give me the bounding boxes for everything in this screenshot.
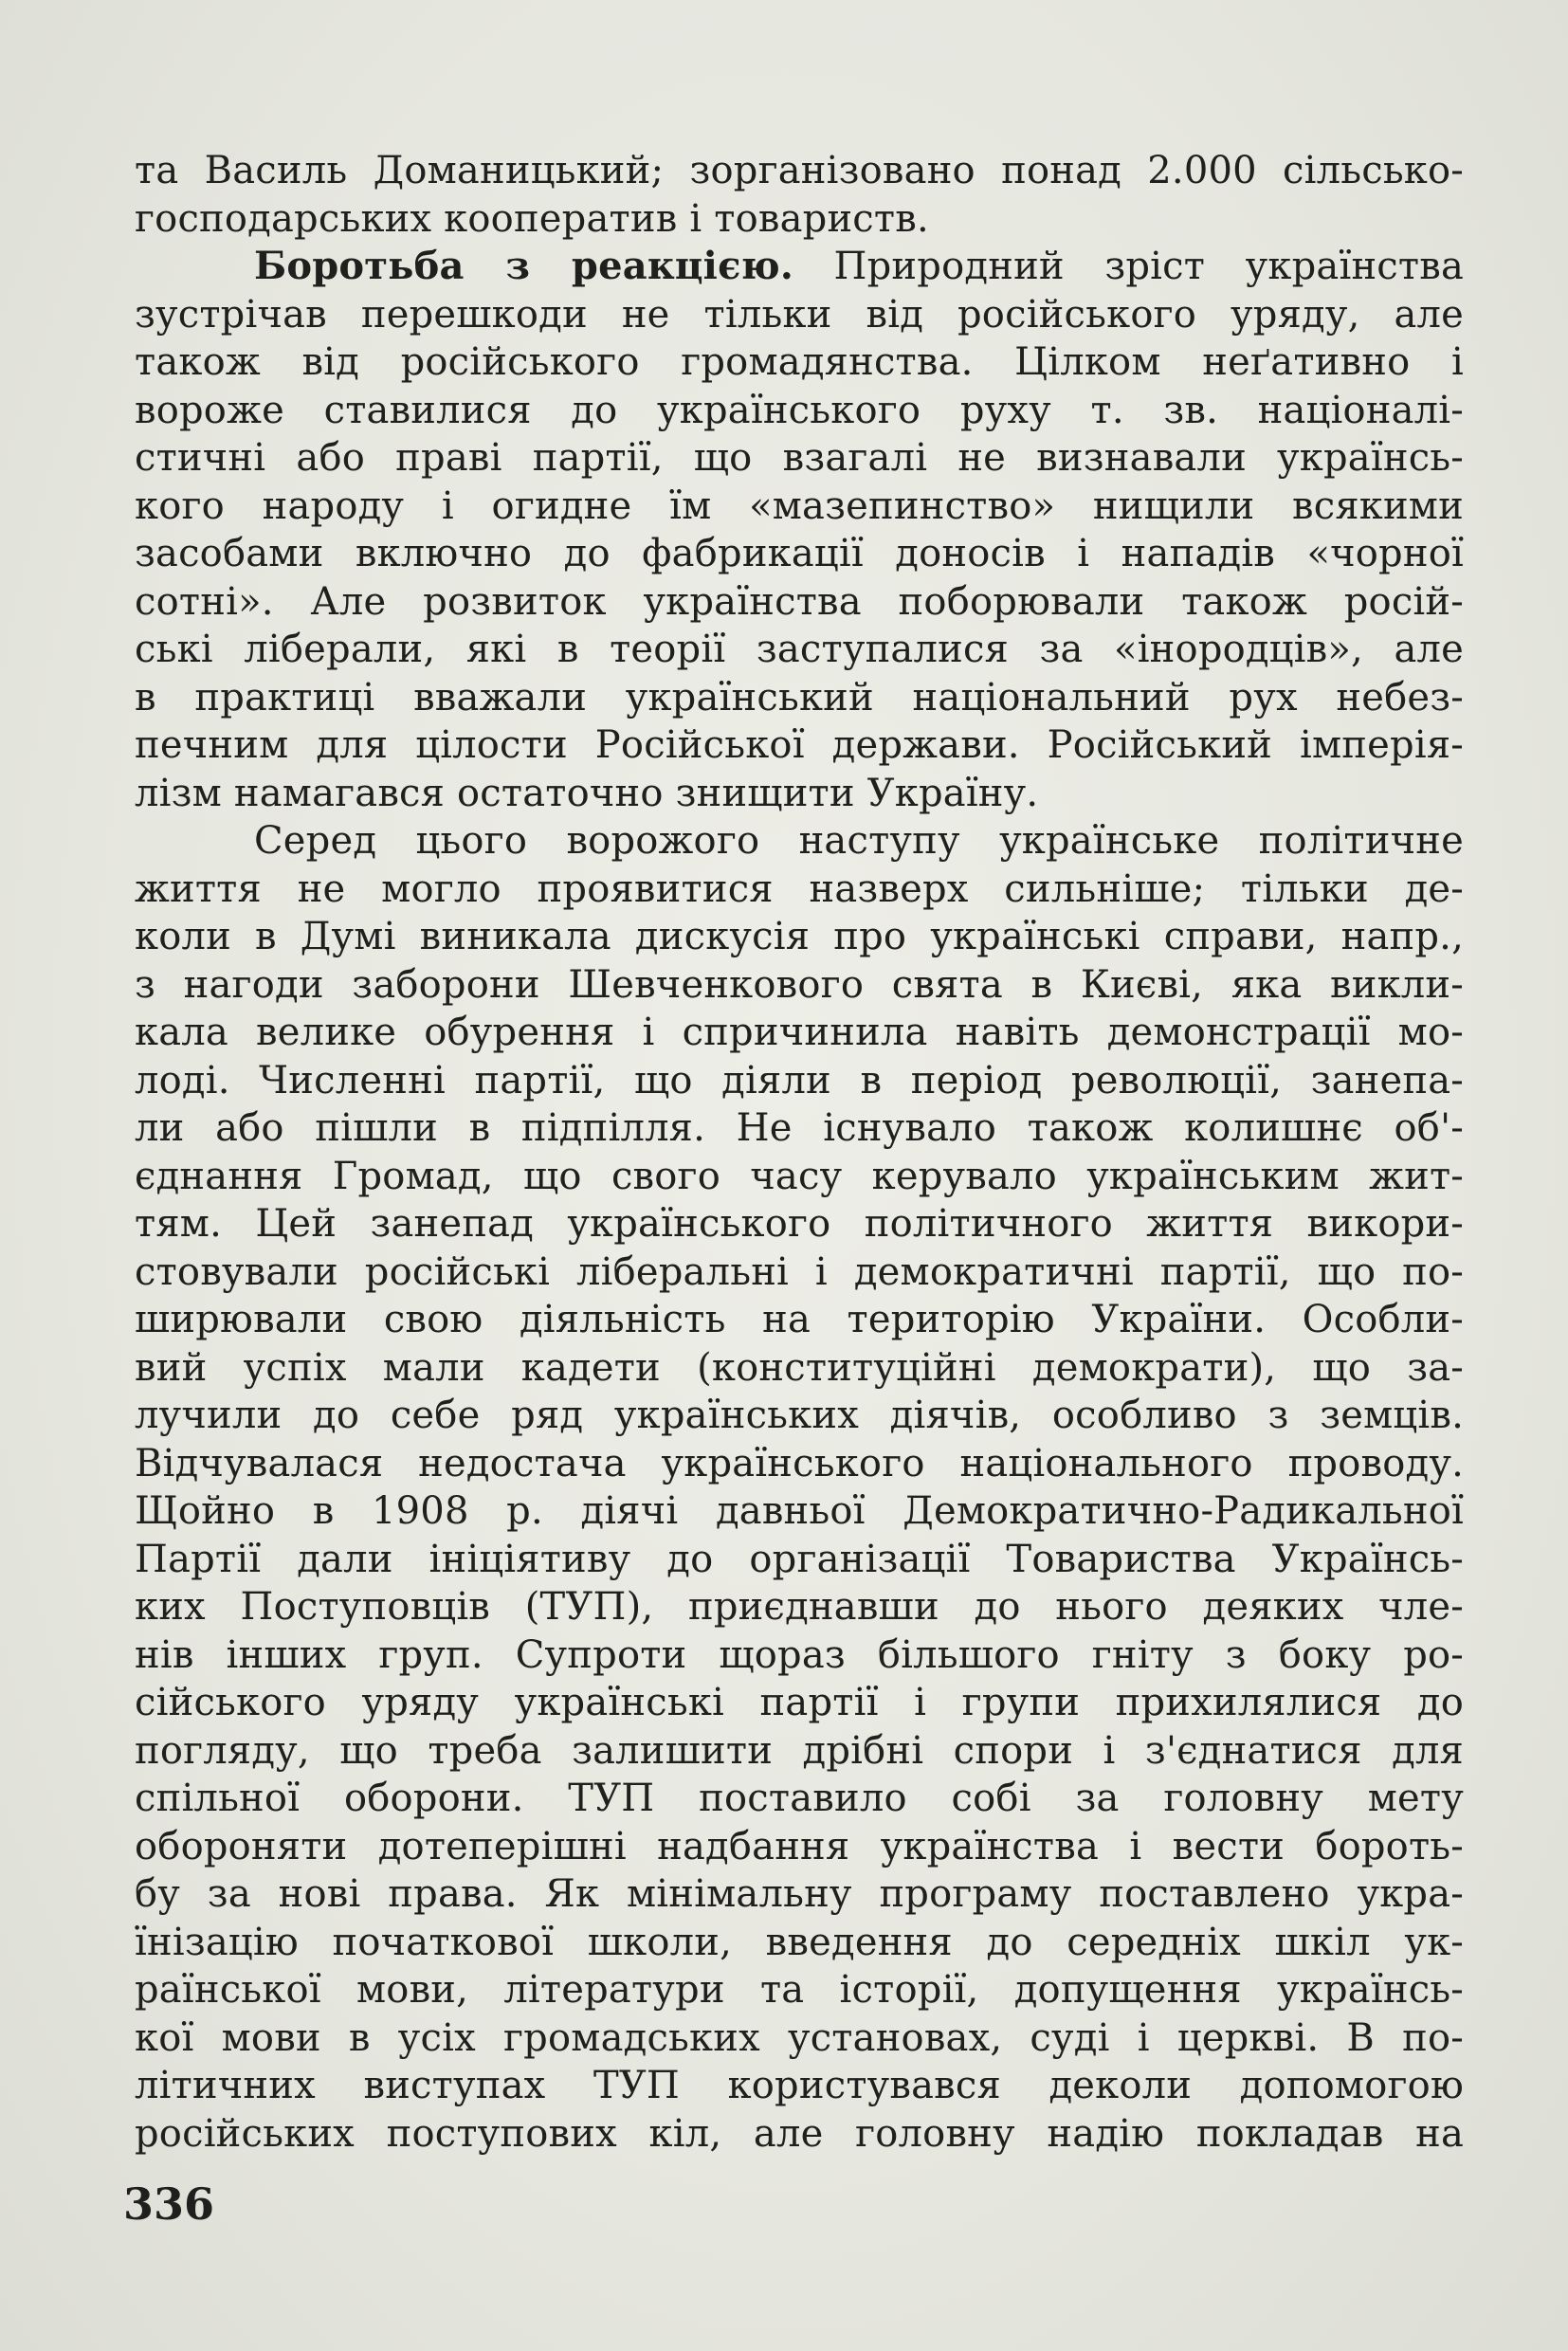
text-line: спільної оборони. ТУП поставило собі за головну мету — [135, 1777, 1464, 1820]
text-line: кого народу і огидне їм «мазепинство» нищили всякими — [135, 483, 1464, 528]
text-line: життя не могло проявитися назверх сильніше; тільки де- — [135, 866, 1464, 911]
text-line: раїнської мови, літератури та історії, допущення українсь- — [135, 1968, 1464, 2012]
text-line: стовували російські ліберальні і демократичні партії, що по- — [135, 1249, 1464, 1294]
text-line: єднання Громад, що свого часу керувало українським жит- — [135, 1154, 1464, 1198]
text-line: ли або пішли в підпілля. Не існувало також колишнє об'- — [135, 1106, 1464, 1150]
text-line: зустрічав перешкоди не тільки від російського уряду, але — [135, 292, 1464, 337]
text-line: вий успіх мали кадети (конституційні демократи), що за- — [135, 1345, 1464, 1390]
section-heading: Боротьба з реакцією. — [254, 244, 793, 288]
text-line: кала велике обурення і спричинила навіть демонстрації мо- — [135, 1011, 1464, 1054]
text-line: також від російського громадянства. Цілком неґативно і — [135, 340, 1464, 384]
text-line: лоді. Численні партії, що діяли в період революції, занепа- — [135, 1058, 1464, 1103]
text-line: ські ліберали, які в теорії заступалися за «інородців», але — [135, 628, 1464, 671]
text-line: сійського уряду українські партії і групи прихилялися до — [135, 1681, 1464, 1724]
text-line: їнізацію початкової школи, введення до середніх шкіл ук- — [135, 1920, 1464, 1964]
text-line: російських поступових кіл, але головну надію покладав на — [135, 2111, 1464, 2156]
text-line: в практиці вважали український національний рух небез- — [135, 675, 1464, 720]
text-line: обороняти дотеперішні надбання українства і вести бороть- — [135, 1824, 1464, 1868]
text-line: та Василь Доманицький; зорганізовано понад 2.000 сільсько- — [135, 149, 1464, 192]
text-line: лізм намагався остаточно знищити Україну. — [135, 771, 1039, 815]
text-line: бу за нові права. Як мінімальну програму поставлено укра- — [135, 1872, 1464, 1916]
text-line: лучили до себе ряд українських діячів, особливо з земців. — [135, 1394, 1464, 1437]
text-line: кої мови в усіх громадських установах, суді і церкві. В по- — [135, 2015, 1464, 2060]
text-line: стичні або праві партії, що взагалі не визнавали українсь- — [135, 436, 1464, 480]
text-line: печним для цілости Російської держави. Російський імперія- — [135, 723, 1464, 767]
text-line: господарських кооператив і товариств. — [135, 196, 929, 241]
text-line: тям. Цей занепад українського політичного життя викори- — [135, 1202, 1464, 1246]
text-line-continuation: Природний зріст українства — [793, 245, 1464, 288]
page-number: 336 — [123, 2178, 215, 2230]
text-line: з нагоди заборони Шевченкового свята в Києві, яка викли- — [135, 962, 1464, 1007]
text-line — [135, 243, 1464, 291]
text-line: сотні». Але розвиток українства поборювали також росій- — [135, 579, 1464, 624]
body-text — [135, 147, 1464, 2158]
text-line: Щойно в 1908 р. діячі давньої Демократично-Радикальної — [135, 1489, 1464, 1533]
text-line: Відчувалася недостача українського національного проводу. — [135, 1441, 1464, 1485]
text-line: засобами включно до фабрикації доносів і нападів «чорної — [135, 532, 1464, 575]
text-line: вороже ставилися до українського руху т. зв. націоналі- — [135, 388, 1464, 432]
text-line: Серед цього ворожого наступу українське політичне — [254, 819, 1464, 863]
text-line: ширювали свою діяльність на територію України. Особли- — [135, 1298, 1464, 1341]
text-line: Партії дали ініціятиву до організації Товариства Українсь- — [135, 1537, 1464, 1581]
text-line: літичних виступах ТУП користувався деколи допомогою — [135, 2064, 1464, 2107]
text-line: ких Поступовців (ТУП), приєднавши до нього деяких чле- — [135, 1585, 1464, 1629]
text-line: коли в Думі виникала дискусія про українські справи, напр., — [135, 915, 1464, 958]
text-line: нів інших груп. Супроти щораз більшого гніту з боку ро- — [135, 1632, 1464, 1677]
text-line: погляду, що треба залишити дрібні спори і з'єднатися для — [135, 1728, 1464, 1773]
